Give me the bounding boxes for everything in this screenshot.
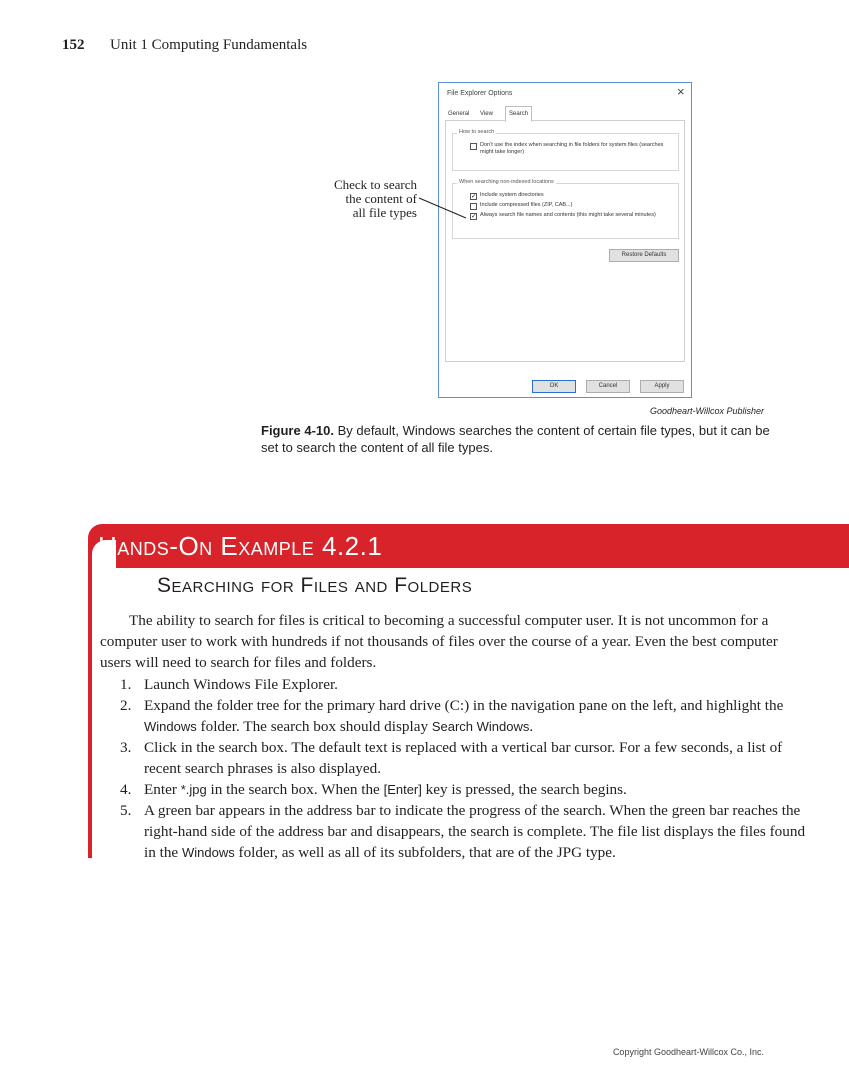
step-text: . — [529, 718, 534, 735]
ui-term: *.jpg — [180, 782, 207, 797]
step-text: in the search box. When the — [206, 781, 384, 798]
step-text: folder. The search box should display — [196, 718, 432, 735]
dont-use-index-label: Don’t use the index when searching in file folders for system files (searches might take longer) — [480, 142, 664, 155]
step-text: key is pressed, the search begins. — [421, 781, 627, 798]
file-explorer-options-dialog — [438, 82, 692, 398]
step-text: A green bar appears in the address bar to indicate the progress of the search. When the green bar reaches the right-hand side of the address bar and disappears, the search is complete. The file list displays the files found in the — [144, 802, 806, 861]
step-number: 3. — [120, 739, 132, 756]
system-directories-label: Include system directories — [480, 192, 544, 198]
non-indexed-locations-label: When searching non-indexed locations — [459, 179, 554, 185]
dialog-title: File Explorer Options — [447, 90, 513, 97]
step-number: 5. — [120, 802, 132, 819]
system-directories-checkbox[interactable]: ✓ — [471, 193, 477, 200]
example-subtitle: Searching for Files and Folders — [157, 574, 473, 597]
list-item — [100, 779, 812, 800]
tab-view[interactable]: View — [480, 111, 493, 117]
hands-on-sidebar-rule — [88, 540, 92, 858]
figure-callout — [290, 178, 417, 220]
step-text: Expand the folder tree for the primary hard drive (C:) in the navigation pane on the left, and highlight the — [144, 697, 784, 714]
list-item — [100, 674, 812, 695]
figure-label: Figure 4-10. — [261, 423, 334, 438]
search-contents-label: Always search file names and contents (this might take several minutes) — [480, 212, 656, 218]
callout-line-3: all file types — [352, 205, 417, 220]
cancel-button[interactable]: Cancel — [586, 380, 630, 393]
dont-use-index-checkbox[interactable] — [470, 143, 477, 150]
ui-term: Windows — [181, 845, 235, 860]
list-item — [100, 695, 812, 737]
copyright-footer: Copyright Goodheart-Willcox Co., Inc. — [612, 1047, 764, 1057]
close-icon[interactable]: × — [677, 84, 685, 99]
compressed-files-checkbox[interactable] — [470, 203, 477, 210]
list-item — [100, 800, 812, 863]
figure-credit: Goodheart-Willcox Publisher — [650, 406, 764, 416]
ui-term: Search Windows — [431, 719, 530, 734]
step-number: 1. — [120, 676, 132, 693]
unit-title: Unit 1 Computing Fundamentals — [110, 37, 308, 53]
ok-button[interactable]: OK — [532, 380, 576, 393]
step-text: Launch Windows File Explorer. — [144, 676, 338, 693]
page-number: 152 — [62, 37, 85, 53]
callout-line-2: the content of — [345, 191, 417, 206]
tab-search[interactable]: Search — [505, 106, 532, 122]
figure-caption — [261, 422, 771, 456]
ui-term: Windows — [144, 719, 197, 734]
list-item — [100, 737, 812, 779]
step-text: Enter — [144, 781, 181, 798]
tab-general[interactable]: General — [448, 111, 470, 117]
callout-leader-line — [418, 196, 468, 220]
example-intro: The ability to search for files is critical to becoming a successful computer user. It is not uncommon for a computer user to work with hundreds if not thousands of files over the course of a year. Even the best computer users will need to search for files and folders. — [100, 612, 778, 671]
step-number: 4. — [120, 781, 132, 798]
restore-defaults-button[interactable]: Restore Defaults — [609, 249, 679, 262]
step-text: Click in the search box. The default text is replaced with a vertical bar cursor. For a few seconds, a list of recent search phrases is also displayed. — [144, 739, 783, 777]
compressed-files-label: Include compressed files (ZIP, CAB...) — [480, 202, 573, 208]
step-text: folder, as well as all of its subfolders, that are of the JPG type. — [234, 844, 616, 861]
how-to-search-label: How to search — [459, 129, 495, 135]
hands-on-title: Hands-On Example 4.2.1 — [98, 531, 383, 561]
callout-line-1: Check to search — [333, 177, 417, 192]
ui-term: [Enter] — [383, 782, 422, 797]
search-contents-checkbox[interactable]: ✓ — [471, 213, 477, 220]
steps-list — [100, 674, 812, 863]
figure-caption-text: By default, Windows searches the content of certain file types, but it can be set to search the content of all file types. — [261, 423, 770, 455]
apply-button[interactable]: Apply — [640, 380, 684, 393]
step-number: 2. — [120, 697, 132, 714]
